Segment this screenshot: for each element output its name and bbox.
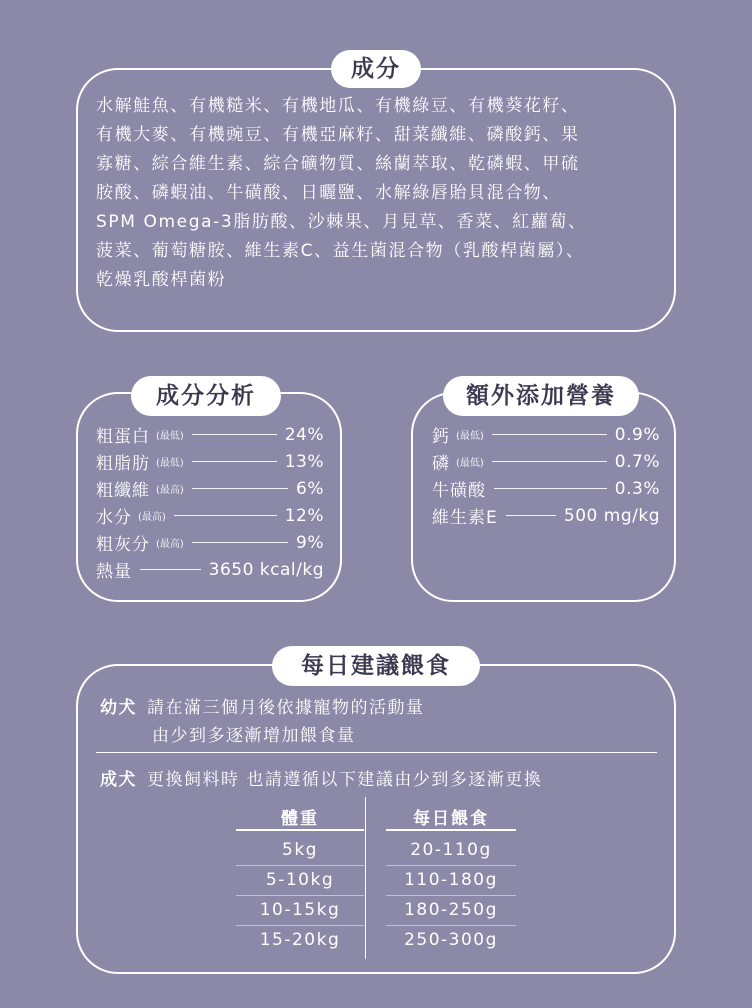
leader-line <box>192 542 288 543</box>
ingredients-line: 胺酸、磷蝦油、牛磺酸、日曬鹽、水解綠唇貽貝混合物、 <box>96 183 561 203</box>
analysis-row-fat <box>96 448 324 475</box>
additional-row-calcium <box>432 421 660 448</box>
analysis-value: 3650 kcal/kg <box>208 559 324 580</box>
ingredients-line: 乾燥乳酸桿菌粉 <box>96 270 227 290</box>
analysis-value: 6% <box>296 478 324 499</box>
ingredients-line: SPM Omega-3脂肪酸、沙棘果、月見草、香菜、紅蘿蔔、 <box>96 212 587 232</box>
table-row-rule <box>386 865 516 866</box>
leader-line <box>192 461 277 462</box>
additional-note: (最低) <box>456 431 484 442</box>
table-cell-weight: 15-20kg <box>259 930 341 950</box>
ingredients-text <box>96 92 666 295</box>
additional-value: 500 mg/kg <box>563 505 660 526</box>
table-cell-weight: 5kg <box>282 840 318 860</box>
puppy-line-1 <box>100 693 425 718</box>
adult-line <box>100 765 542 790</box>
analysis-label: 粗脂肪 <box>96 454 150 474</box>
additional-row-taurine <box>432 475 660 502</box>
puppy-label: 幼犬 <box>100 698 137 718</box>
analysis-label: 水分 <box>96 508 132 528</box>
analysis-note: (最高) <box>156 485 184 496</box>
table-row-rule <box>386 895 516 896</box>
table-column-divider <box>365 797 366 959</box>
leader-line <box>140 569 201 570</box>
additional-row-vitamin-e <box>432 502 660 529</box>
leader-line <box>506 515 556 516</box>
analysis-note: (最低) <box>156 431 184 442</box>
table-cell-daily: 180-250g <box>404 900 498 920</box>
additional-label: 鈣 <box>432 427 450 447</box>
table-cell-daily: 20-110g <box>410 840 492 860</box>
leader-line <box>492 434 607 435</box>
analysis-value: 24% <box>284 424 324 445</box>
ingredients-line: 菠菜、葡萄糖胺、維生素C、益生菌混合物（乳酸桿菌屬）、 <box>96 241 585 261</box>
ingredients-title: 成分 <box>331 50 421 88</box>
adult-label: 成犬 <box>100 770 137 790</box>
ingredients-line: 水解鮭魚、有機糙米、有機地瓜、有機綠豆、有機葵花籽、 <box>96 96 580 116</box>
table-header-rule <box>386 829 516 831</box>
leader-line <box>492 461 607 462</box>
table-row-rule <box>386 925 516 926</box>
feeding-divider <box>96 752 657 753</box>
analysis-label: 粗蛋白 <box>96 427 150 447</box>
analysis-note: (最低) <box>156 458 184 469</box>
ingredients-line: 有機大麥、有機豌豆、有機亞麻籽、甜菜纖維、磷酸鈣、果 <box>96 125 580 145</box>
analysis-value: 9% <box>296 532 324 553</box>
table-row-rule <box>236 895 364 896</box>
analysis-row-protein <box>96 421 324 448</box>
analysis-label: 熱量 <box>96 562 132 582</box>
leader-line <box>494 488 607 489</box>
analysis-row-energy <box>96 556 324 583</box>
analysis-row-moisture <box>96 502 324 529</box>
puppy-text-2: 由少到多逐漸增加餵食量 <box>152 726 356 746</box>
analysis-label: 粗灰分 <box>96 535 150 555</box>
table-row-rule <box>236 925 364 926</box>
additional-note: (最低) <box>456 458 484 469</box>
table-cell-daily: 110-180g <box>404 870 498 890</box>
leader-line <box>192 488 288 489</box>
table-header-weight: 體重 <box>281 809 319 829</box>
puppy-text-1: 請在滿三個月後依據寵物的活動量 <box>147 698 425 718</box>
analysis-row-fiber <box>96 475 324 502</box>
analysis-row-ash <box>96 529 324 556</box>
analysis-note: (最高) <box>156 539 184 550</box>
additional-value: 0.7% <box>614 451 660 472</box>
analysis-label: 粗纖維 <box>96 481 150 501</box>
ingredients-line: 寡糖、綜合維生素、綜合礦物質、絲蘭萃取、乾磷蝦、甲硫 <box>96 154 580 174</box>
additional-row-phosphorus <box>432 448 660 475</box>
analysis-note: (最高) <box>138 512 166 523</box>
table-cell-weight: 5-10kg <box>265 870 335 890</box>
analysis-title: 成分分析 <box>131 376 281 416</box>
additional-value: 0.9% <box>614 424 660 445</box>
table-header-daily: 每日餵食 <box>413 809 489 829</box>
table-cell-weight: 10-15kg <box>259 900 341 920</box>
adult-text: 更換飼料時 也請遵循以下建議由少到多逐漸更換 <box>147 770 543 790</box>
feeding-title: 每日建議餵食 <box>272 646 480 686</box>
additional-label: 牛磺酸 <box>432 481 486 501</box>
additional-label: 磷 <box>432 454 450 474</box>
additional-value: 0.3% <box>614 478 660 499</box>
leader-line <box>174 515 277 516</box>
analysis-value: 13% <box>284 451 324 472</box>
table-row-rule <box>236 865 364 866</box>
additional-label: 維生素E <box>432 508 498 528</box>
table-header-rule <box>236 829 364 831</box>
analysis-value: 12% <box>284 505 324 526</box>
table-cell-daily: 250-300g <box>404 930 498 950</box>
leader-line <box>192 434 277 435</box>
additional-title: 額外添加營養 <box>443 376 639 416</box>
